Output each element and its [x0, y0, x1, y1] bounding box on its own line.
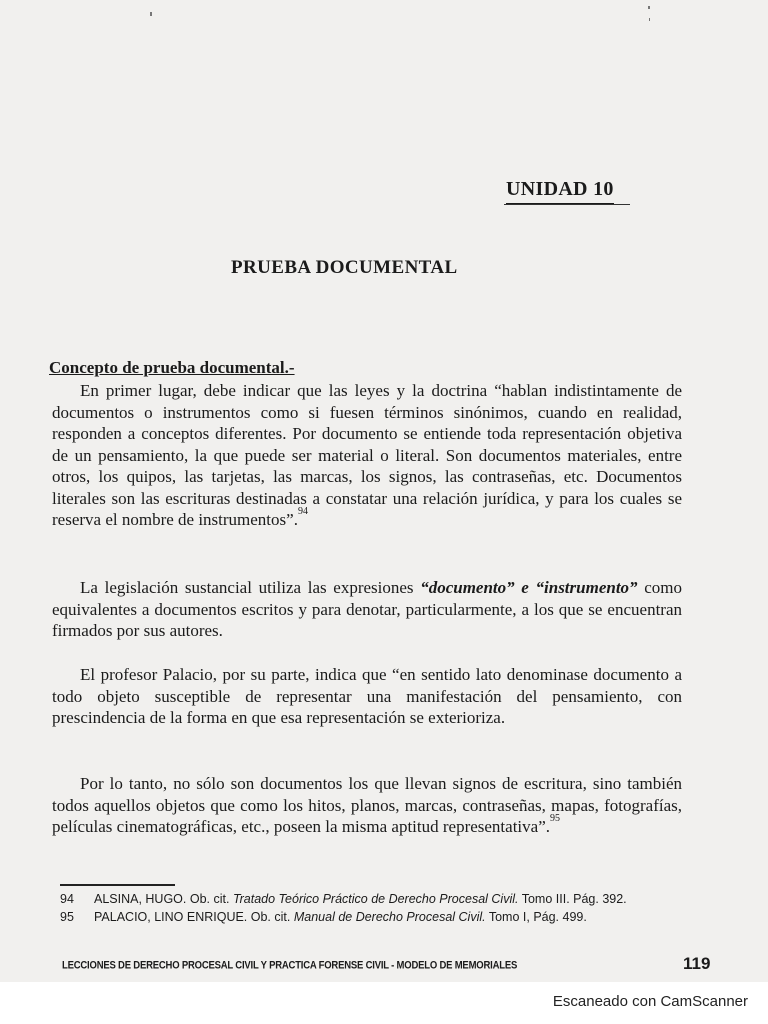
unit-title: UNIDAD 10: [506, 178, 614, 204]
footnote-work: Tratado Teórico Práctico de Derecho Procesal Civil.: [232, 892, 519, 906]
section-heading: Concepto de prueba documental.-: [49, 358, 295, 377]
footnote-author: PALACIO, LINO ENRIQUE. Ob. cit.: [94, 910, 291, 924]
footnote-number: 94: [60, 892, 74, 906]
footnote-location: Tomo I, Pág. 499.: [488, 910, 587, 924]
paragraph-2: [52, 577, 682, 642]
footnote-ref-94: 94: [297, 506, 308, 517]
footnote-author: ALSINA, HUGO. Ob. cit.: [94, 892, 230, 906]
scan-speck: [648, 6, 650, 9]
scan-speck: [150, 12, 152, 16]
running-footer: LECCIONES DE DERECHO PROCESAL CIVIL Y PRACTICA FORENSE CIVIL - MODELO DE MEMORIALES: [62, 959, 518, 972]
scan-speck: [649, 18, 650, 21]
paragraph-2-text-c: como equivalentes a documentos escritos y para denotar, particularmente, a los que se encuentran firmados por sus autores.: [52, 578, 682, 640]
scanner-watermark: Escaneado con CamScanner: [552, 993, 748, 1010]
footnote-number: 95: [60, 910, 74, 924]
paragraph-2-emphasis: “documento” e “instrumento”: [420, 578, 638, 597]
footnote-95: [60, 910, 710, 924]
paragraph-1: [52, 380, 682, 531]
paragraph-1-text: En primer lugar, debe indicar que las leyes y la doctrina “hablan indistintamente de documentos o instrumentos como si fuesen términos sinónimos, cuando en realidad, responden a conceptos diferentes. Por documento se entiende toda representación objetiva de un pensamiento, la que puede ser material o literal. Son documentos materiales, entre otros, los quipos, las tarjetas, las marcas, los signos, las contraseñas, etc. Documentos literales son las escrituras destinadas a constatar una relación jurídica, y para los cuales se reserva el nombre de instrumentos”.: [52, 381, 682, 529]
paragraph-3: El profesor Palacio, por su parte, indica que “en sentido lato denominase documento a todo objeto susceptible de representar una manifestación del pensamiento, con prescindencia de la forma en que esa representación se exterioriza.: [52, 665, 682, 727]
main-title: PRUEBA DOCUMENTAL: [231, 257, 458, 278]
footnote-location: Tomo III. Pág. 392.: [521, 892, 627, 906]
paragraph-4-text: Por lo tanto, no sólo son documentos los que llevan signos de escritura, sino también todos aquellos objetos que como los hitos, planos, marcas, contraseñas, mapas, fotografías, películas cinematográficas, etc., poseen la misma aptitud representativa”.: [52, 774, 682, 836]
paragraph-4: [52, 773, 682, 838]
footnote-work: Manual de Derecho Procesal Civil.: [293, 910, 486, 924]
footnote-separator: [60, 884, 175, 886]
footnote-ref-95: 95: [550, 813, 560, 824]
unit-title-underline: [504, 204, 630, 205]
page-number: 119: [683, 954, 711, 973]
footnote-94: [60, 892, 710, 906]
paragraph-2-text-a: La legislación sustancial utiliza las expresiones: [80, 578, 421, 597]
